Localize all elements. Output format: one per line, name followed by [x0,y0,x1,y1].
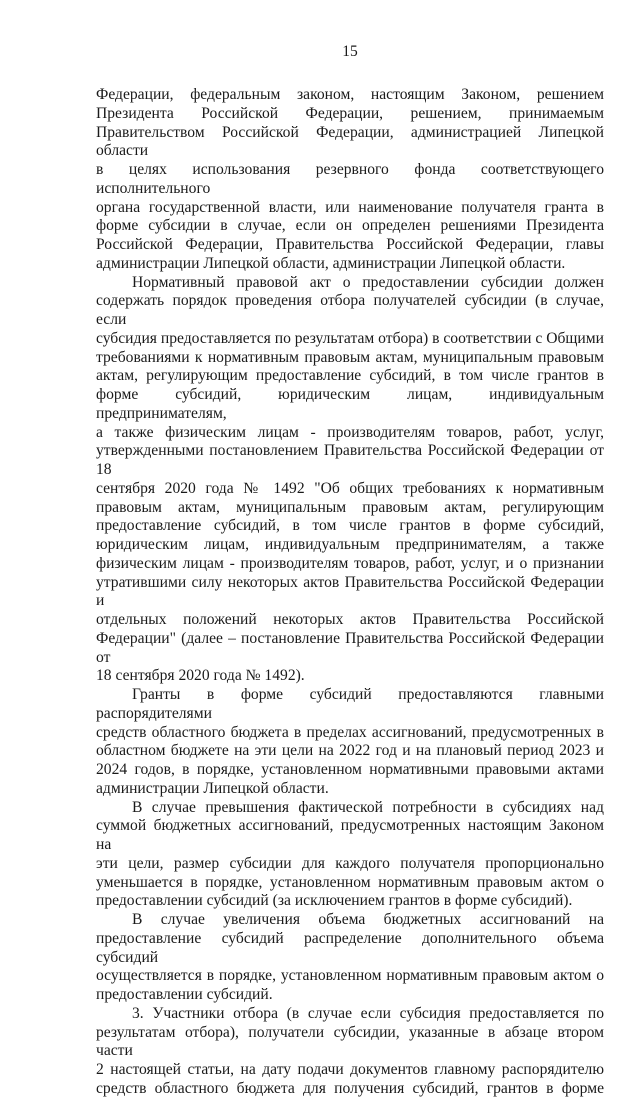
text-line: 18 сентября 2020 года № 1492). [96,667,305,685]
text-line: администрации Липецкой области, администрации Липецкой области. [96,254,566,272]
text-line: Федерации" (далее – постановление Правительства Российской Федерации от [96,629,604,666]
text-line: эти цели, размер субсидии для каждого получателя пропорционально [96,854,604,872]
text-line: средств областного бюджета в пределах ассигнований, предусмотренных в [96,723,604,741]
text-line: Гранты в форме субсидий предоставляются главными распорядителями [96,686,604,722]
text-line: сентября 2020 года № 1492 "Об общих требованиях к нормативным [96,479,604,497]
text-line: юридическим лицам, индивидуальным предпринимателям, а также [96,536,604,553]
text-line: отдельных положений некоторых актов Правительства Российской [96,611,604,628]
text-line: предоставление субсидий, в том числе грантов в форме субсидий, [96,517,604,535]
text-line: В случае превышения фактической потребности в субсидиях над [132,798,604,816]
text-line: В случае увеличения объема бюджетных ассигнований на [132,911,604,928]
text-line: Правительством Российской Федерации, администрацией Липецкой области [96,123,604,160]
text-line: Нормативный правовой акт о предоставлении субсидии должен [132,273,604,291]
text-line: форме субсидий, юридическим лицам, индивидуальным предпринимателям, [96,386,604,422]
text-line: Федерации, федеральным законом, настоящим Законом, решением [96,86,604,103]
text-line: физическим лицам - производителям товаров, работ, услуг, и о признании [96,554,604,572]
text-line: форме субсидии в случае, если он определен решениями Президента [96,217,604,235]
text-line: субсидия предоставляется по результатам отбора) в соответствии с Общими [96,329,604,347]
text-line: утвержденными постановлением Правительства Российской Федерации от 18 [96,442,604,478]
text-line: областном бюджете на эти цели на 2022 год и на плановый период 2023 и [96,742,604,760]
page-number: 15 [342,43,358,60]
text-line: а также физическим лицам - производителям товаров, работ, услуг, [96,423,604,441]
text-line: актам, регулирующим предоставление субсидий, в том числе грантов в [96,367,604,385]
text-line: органа государственной власти, или наименование получателя гранта в [96,198,604,216]
text-line: 2024 годов, в порядке, установленном нормативными правовыми актами [96,761,604,778]
text-line: в целях использования резервного фонда соответствующего исполнительного [96,161,604,197]
text-line: предоставлении субсидий (за исключением грантов в форме субсидий). [96,892,573,910]
document-body [96,86,604,1099]
text-line: уменьшается в порядке, установленном нормативным правовым актом о [96,873,604,891]
text-line: Российской Федерации, Правительства Российской Федерации, главы [96,236,604,253]
text-line: осуществляется в порядке, установленном нормативным правовым актом о [96,967,604,985]
text-line: предоставлении субсидий. [96,986,273,1003]
text-line: средств областного бюджета для получения субсидий, грантов в форме [96,1079,604,1097]
text-line: содержать порядок проведения отбора получателей субсидии (в случае, если [96,292,604,328]
text-line: администрации Липецкой области. [96,779,329,797]
text-line: предоставление субсидий распределение дополнительного объема субсидий [96,929,604,966]
text-line: правовым актам, муниципальным правовым актам, регулирующим [96,498,604,516]
text-line: 2 настоящей статьи, на дату подачи документов главному распорядителю [96,1061,604,1078]
text-line: требованиями к нормативным правовым актам, муниципальным правовым [96,348,604,366]
text-line: суммой бюджетных ассигнований, предусмотренных настоящим Законом на [96,817,604,853]
text-line: результатам отбора), получатели субсидии, указанные в абзаце втором части [96,1023,604,1060]
text-line: утратившими силу некоторых актов Правительства Российской Федерации и [96,573,604,610]
text-line: Президента Российской Федерации, решением, принимаемым [96,104,604,122]
text-line: 3. Участники отбора (в случае если субсидия предоставляется по [132,1004,604,1022]
